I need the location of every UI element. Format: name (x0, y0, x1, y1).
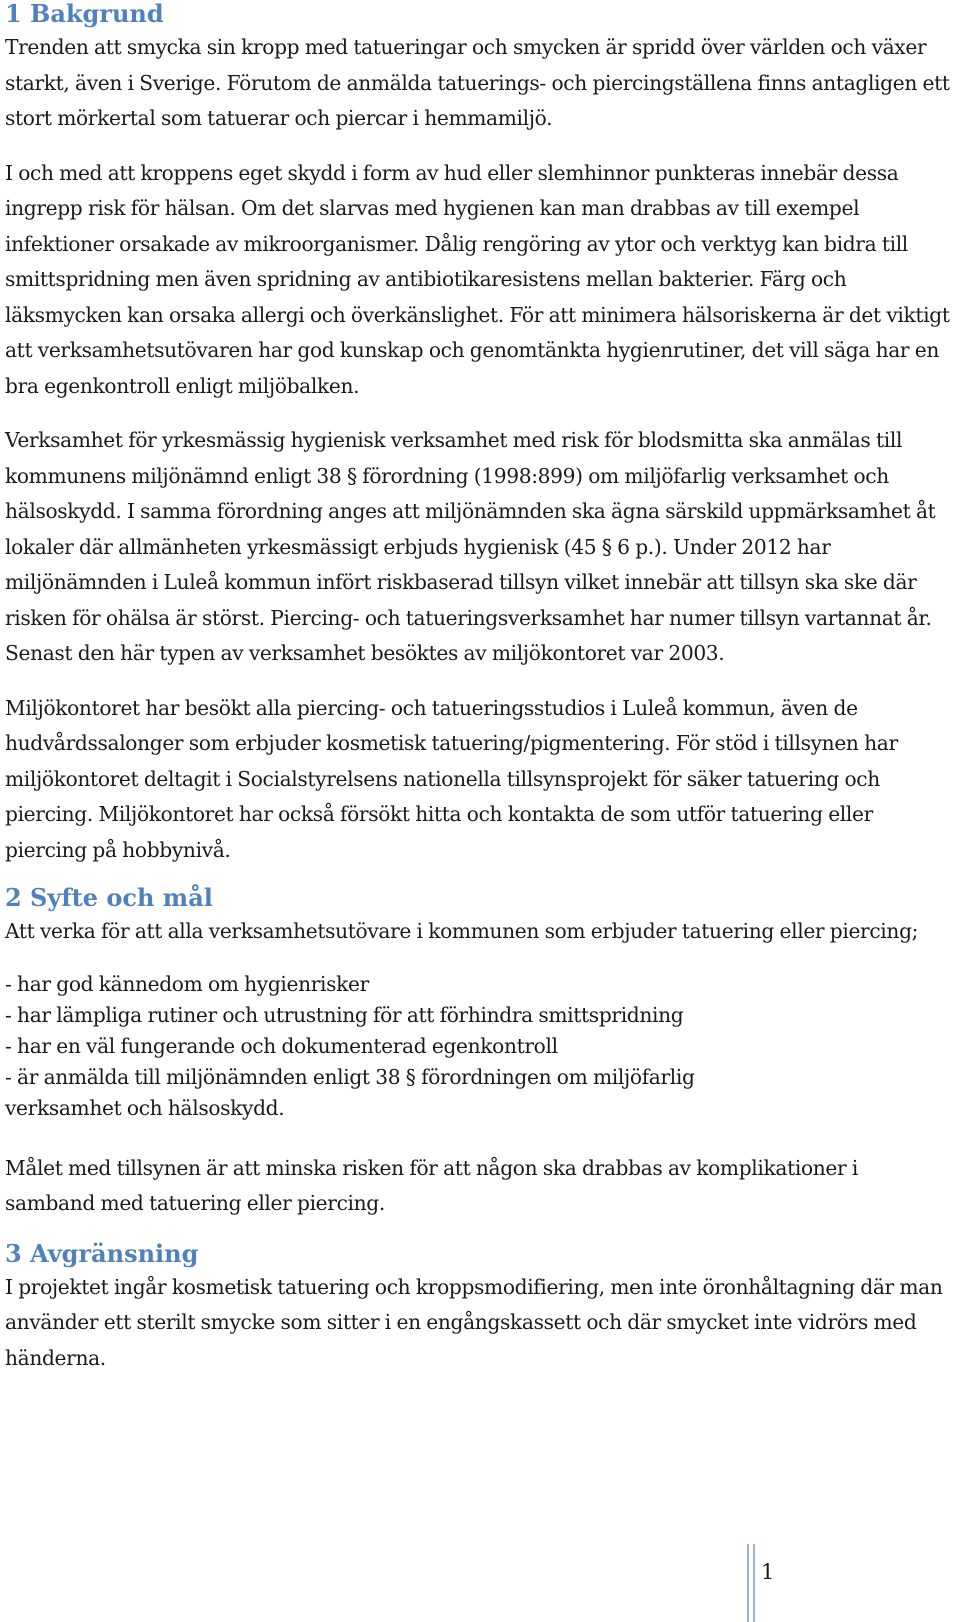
paragraph-goal: Målet med tillsynen är att minska risken för att någon ska drabbas av komplikationer i samband med tatuering eller piercing. (5, 1155, 858, 1215)
paragraph: Trenden att smycka sin kropp med tatueringar och smycken är spridd över världen och växer starkt, även i Sverige. Förutom de anmälda tatuerings- och piercingställena finns antagligen ett stort mörkertal som tatuerar och piercar i hemmamiljö. (5, 35, 950, 130)
document-page (5, 0, 950, 1376)
list-item: - har en väl fungerande och dokumenterad egenkontroll (5, 1033, 558, 1058)
section-heading-bakgrund: 1 Bakgrund (5, 0, 164, 28)
footer-rule (747, 1544, 755, 1622)
list-item: verksamhet och hälsoskydd. (5, 1095, 285, 1120)
goal-list (5, 969, 950, 1124)
section-heading-syfte-och-mal: 2 Syfte och mål (5, 883, 213, 912)
list-item: - är anmälda till miljönämnden enligt 38 § förordningen om miljöfarlig (5, 1064, 695, 1089)
list-item: - har god kännedom om hygienrisker (5, 971, 369, 996)
section-heading-avgransning: 3 Avgränsning (5, 1238, 199, 1268)
paragraph: I projektet ingår kosmetisk tatuering och kroppsmodifiering, men inte öronhåltagning där man använder ett sterilt smycke som sitter i en engångskassett och där smycket inte vidrörs med händerna. (5, 1274, 943, 1370)
paragraph: I och med att kroppens eget skydd i form av hud eller slemhinnor punkteras innebär dessa ingrepp risk för hälsan. Om det slarvas med hygienen kan man drabbas av till exempel infektioner orsakade av mikroorganismer. Dålig rengöring av ytor och verktyg kan bidra till smittspridning men även spridning av antibiotikaresistens mellan bakterier. Färg och läksmycken kan orsaka allergi och överkänslighet. För att minimera hälsoriskerna är det viktigt att verksamhetsutövaren har god kunskap och genomtänkta hygienrutiner, det vill säga har en bra egenkontroll enligt miljöbalken. (5, 160, 950, 398)
paragraph: Miljökontoret har besökt alla piercing- och tatueringsstudios i Luleå kommun, även de hudvårdssalonger som erbjuder kosmetisk tatuering/pigmentering. För stöd i tillsynen har miljökontoret deltagit i Socialstyrelsens nationella tillsynsprojekt för säker tatuering och piercing. Miljökontoret har också försökt hitta och kontakta de som utför tatuering eller piercing på hobbynivå. (5, 695, 898, 862)
paragraph-intro: Att verka för att alla verksamhetsutövare i kommunen som erbjuder tatuering eller piercing; (5, 919, 919, 943)
paragraph: Verksamhet för yrkesmässig hygienisk verksamhet med risk för blodsmitta ska anmälas till kommunens miljönämnd enligt 38 § förordning (1998:899) om miljöfarlig verksamhet och hälsoskydd. I samma förordning anges att miljönämnden ska ägna särskild uppmärksamhet åt lokaler där allmänheten yrkesmässigt erbjuds hygienisk (45 § 6 p.). Under 2012 har miljönämnden i Luleå kommun infört riskbaserad tillsyn vilket innebär att tillsyn ska ske där risken för ohälsa är störst. Piercing- och tatueringsverksamhet har numer tillsyn vartannat år. Senast den här typen av verksamhet besöktes av miljökontoret var 2003. (5, 428, 936, 665)
page-number: 1 (761, 1560, 775, 1584)
list-item: - har lämpliga rutiner och utrustning för att förhindra smittspridning (5, 1002, 684, 1027)
